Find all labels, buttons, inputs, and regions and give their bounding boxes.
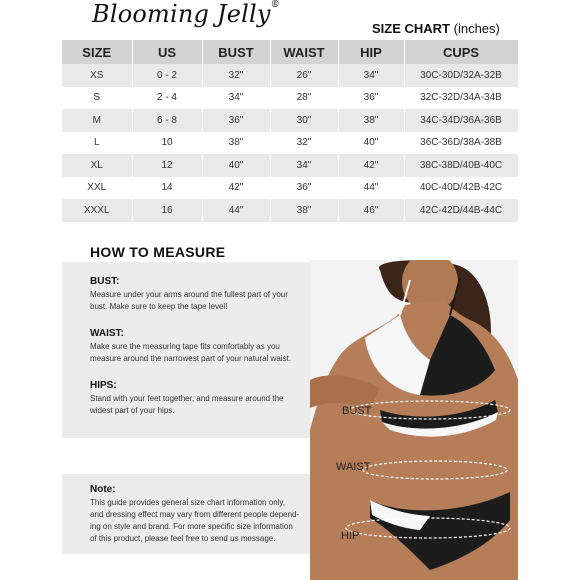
cell-cups: 34C-34D/36A-36B <box>404 109 518 132</box>
cell-size: XXXL <box>62 199 132 222</box>
note-text-line1: This guide provides general size chart information only, <box>90 498 286 507</box>
size-chart-unit: (inches) <box>453 21 500 36</box>
cell-us: 16 <box>132 199 202 222</box>
cell-hip: 36" <box>338 87 404 110</box>
cell-waist: 32" <box>270 132 338 155</box>
column-header-cups: CUPS <box>404 40 518 64</box>
cell-bust: 32" <box>202 64 270 87</box>
bust-text-line1: Measure under your arms around the fullest part of your <box>90 290 288 299</box>
note-text-line3: ing on style and brand. For more specific size information <box>90 522 293 531</box>
cell-cups: 36C-36D/38A-38B <box>404 132 518 155</box>
cell-waist: 38" <box>270 199 338 222</box>
table-header-row <box>62 40 518 64</box>
how-to-measure-title: HOW TO MEASURE <box>90 244 226 260</box>
column-header-hip: HIP <box>338 40 404 64</box>
cell-us: 10 <box>132 132 202 155</box>
cell-bust: 42" <box>202 177 270 200</box>
table-row <box>62 132 518 155</box>
note-heading: Note: <box>90 484 116 495</box>
cell-waist: 26" <box>270 64 338 87</box>
cell-size: M <box>62 109 132 132</box>
cell-hip: 34" <box>338 64 404 87</box>
cell-us: 14 <box>132 177 202 200</box>
photo-label-waist: WAIST <box>336 461 371 473</box>
cell-hip: 46" <box>338 199 404 222</box>
cell-bust: 38" <box>202 132 270 155</box>
cell-hip: 38" <box>338 109 404 132</box>
hips-heading: HIPS: <box>90 380 117 391</box>
table-row <box>62 199 518 222</box>
cell-cups: 30C-30D/32A-32B <box>404 64 518 87</box>
column-header-us: US <box>132 40 202 64</box>
registered-mark: ® <box>270 0 280 10</box>
cell-waist: 36" <box>270 177 338 200</box>
waist-heading: WAIST: <box>90 328 124 339</box>
cell-bust: 34" <box>202 87 270 110</box>
cell-us: 2 - 4 <box>132 87 202 110</box>
table-row <box>62 87 518 110</box>
cell-hip: 42" <box>338 154 404 177</box>
waist-text-line1: Make sure the measuring tape fits comfortably as you <box>90 342 280 351</box>
photo-label-hip: HIP <box>341 530 360 542</box>
cell-size: S <box>62 87 132 110</box>
hips-instruction <box>90 380 305 417</box>
hips-text-line1: Stand with your feet together, and measure around the <box>90 394 284 403</box>
waist-instruction <box>90 328 305 365</box>
column-header-size: SIZE <box>62 40 132 64</box>
cell-us: 0 - 2 <box>132 64 202 87</box>
note-block <box>90 484 305 545</box>
size-chart-heading <box>372 21 500 36</box>
bust-text-line2: bust. Make sure to keep the tape level! <box>90 302 228 311</box>
cell-waist: 28" <box>270 87 338 110</box>
cell-cups: 40C-40D/42B-42C <box>404 177 518 200</box>
column-header-bust: BUST <box>202 40 270 64</box>
photo-label-bust: BUST <box>342 405 372 417</box>
cell-us: 6 - 8 <box>132 109 202 132</box>
size-chart-title: SIZE CHART <box>372 21 450 36</box>
column-header-waist: WAIST <box>270 40 338 64</box>
cell-size: XS <box>62 64 132 87</box>
bust-instruction <box>90 276 305 313</box>
brand-logo <box>92 0 280 28</box>
bust-heading: BUST: <box>90 276 120 287</box>
cell-bust: 36" <box>202 109 270 132</box>
table-row <box>62 109 518 132</box>
table-row <box>62 64 518 87</box>
cell-cups: 32C-32D/34A-34B <box>404 87 518 110</box>
cell-size: XXL <box>62 177 132 200</box>
cell-bust: 44" <box>202 199 270 222</box>
cell-waist: 34" <box>270 154 338 177</box>
size-chart-table <box>62 40 519 222</box>
note-text-line2: and dressing effect may vary from different people depend- <box>90 510 300 519</box>
cell-waist: 30" <box>270 109 338 132</box>
cell-cups: 42C-42D/44B-44C <box>404 199 518 222</box>
note-text-line4: of this product, please feel free to send us message. <box>90 534 276 543</box>
waist-text-line2: measure around the narrowest part of your natural waist. <box>90 354 291 363</box>
hips-text-line2: widest part of your hips. <box>90 406 175 415</box>
brand-name: Blooming Jelly <box>92 0 271 28</box>
cell-hip: 44" <box>338 177 404 200</box>
cell-hip: 40" <box>338 132 404 155</box>
cell-bust: 40" <box>202 154 270 177</box>
cell-cups: 38C-38D/40B-40C <box>404 154 518 177</box>
table-row <box>62 177 518 200</box>
cell-us: 12 <box>132 154 202 177</box>
table-row <box>62 154 518 177</box>
cell-size: XL <box>62 154 132 177</box>
cell-size: L <box>62 132 132 155</box>
